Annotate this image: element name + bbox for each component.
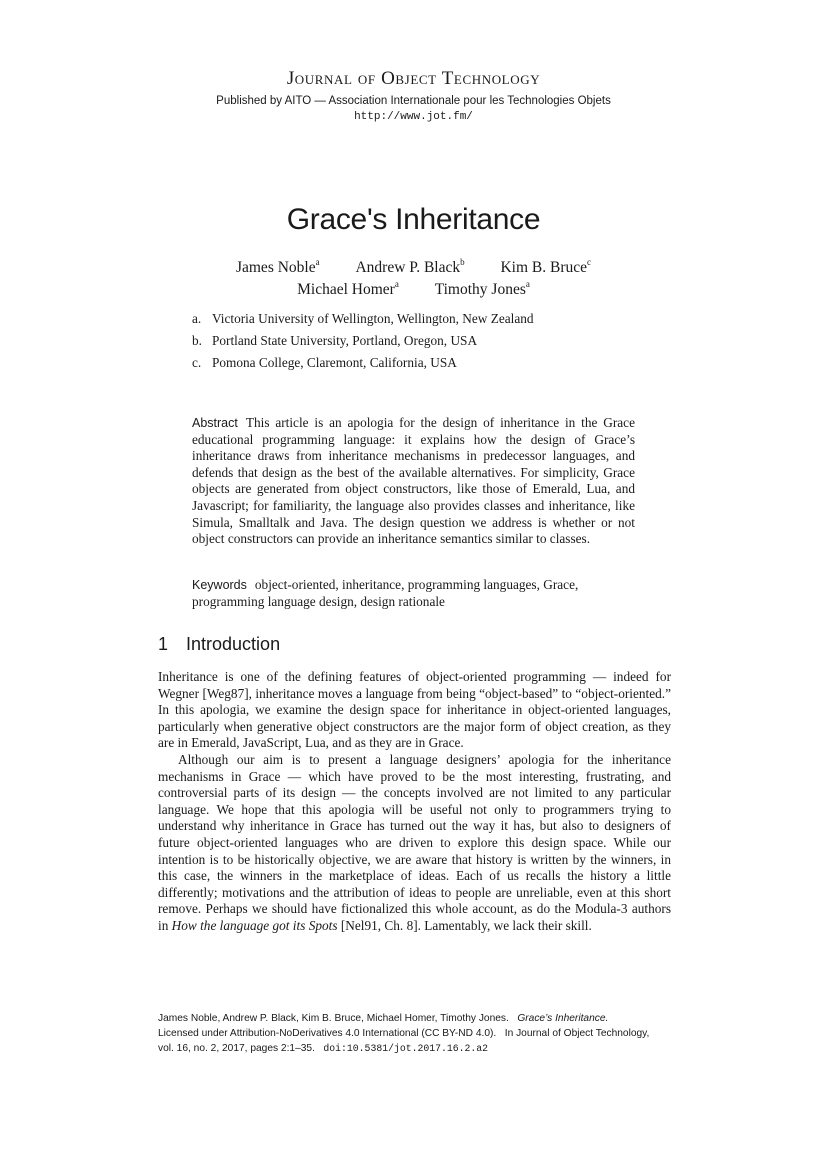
journal-name: Journal of Object Technology [286,68,541,89]
section-title: Introduction [186,634,281,654]
abstract [192,415,635,548]
keywords [192,577,635,610]
author: Michael Homer$^a$ [297,279,399,298]
publisher-line: Published by AITO — Association Internationale pour les Technologies Objets [216,95,611,107]
journal-url[interactable]: http://www.jot.fm/ [354,111,473,123]
cited-title: How the language got its Spots [171,917,338,933]
paragraph: Although our aim is to present a language designers’ apologia for the inheritance mechanisms in Grace — which have proved to be the most interesting, frustrating, and controversial parts of its design — the concepts involved are not limited to any particular language. We hope that this apologia will be useful not only to programmers trying to understand why inheritance in Grace has turned out the way it has, but also to designers of future object-oriented languages who are driven to explore this design space. While our intention is to be historically objective, we are aware that history is written by the winners, in this case, the winners in the marketplace of ideas. Each of us recalls the history a little differently; motivations and the attribution of ideas to people are unreliable, even at this short remove. Perhaps we should have fictionalized this whole account, as do the Modula-3 authors in How the language got its Spots [Nel91, Ch. 8]. Lamentably, we lack their skill. [158,751,671,933]
paper-title: Grace's Inheritance [286,203,541,236]
abstract-label: Abstract [192,416,238,430]
authors-line [0,281,827,299]
affiliation: c. Pomona College, Claremont, California, USA [192,355,457,370]
author: Kim B. Bruce$^c$ [500,257,592,276]
author: James Noble$^a$ [235,257,320,276]
affiliation: a. Victoria University of Wellington, Wellington, New Zealand [192,311,534,326]
section-body [158,669,671,935]
author: Andrew P. Black$^b$ [355,257,465,276]
footer-citation: James Noble, Andrew P. Black, Kim B. Bruce, Michael Homer, Timothy Jones. Grace’s Inheritance. Licensed under Attribution-NoDerivatives 4.0 International (CC BY-ND 4.0). In Journal of Object Technology, vol. 16, no. 2, 2017, pages 2:1–35. doi:10.5381/jot.2017.16.2.a2 [158,1013,650,1055]
author: Timothy Jones$^a$ [434,279,530,298]
section-number: 1 [158,634,169,654]
doi-link[interactable]: doi:10.5381/jot.2017.16.2.a2 [323,1043,489,1055]
abstract-text: This article is an apologia for the design of inheritance in the Grace educational programming language: it explains how the design of Grace’s inheritance draws from inheritance mechanisms in predecessor languages, and defends that design as the best of the available alternatives. For simplicity, Grace objects are generated from object constructors, like those of Emerald, Lua, and Javascript; for familiarity, the language also provides classes and inheritance, like Simula, Smalltalk and Java. The design question we address is whether or not object constructors can provide an inheritance semantics similar to classes. [192,415,635,547]
keywords-text: object-oriented, inheritance, programming languages, Grace, programming language design, design rationale [192,577,579,609]
section-heading [158,634,280,655]
paragraph: Inheritance is one of the defining features of object-oriented programming — indeed for Wegner [Weg87], inheritance moves a language from being “object-based” to “object-oriented.” In this apologia, we examine the design space for inheritance in object-oriented languages, particularly when generative object constructors are the major form of object creation, as they are in Emerald, JavaScript, Lua, and as they are in Grace. [158,669,671,751]
authors-line [0,259,827,277]
affiliation: b. Portland State University, Portland, Oregon, USA [192,333,478,348]
keywords-label: Keywords [192,578,247,592]
